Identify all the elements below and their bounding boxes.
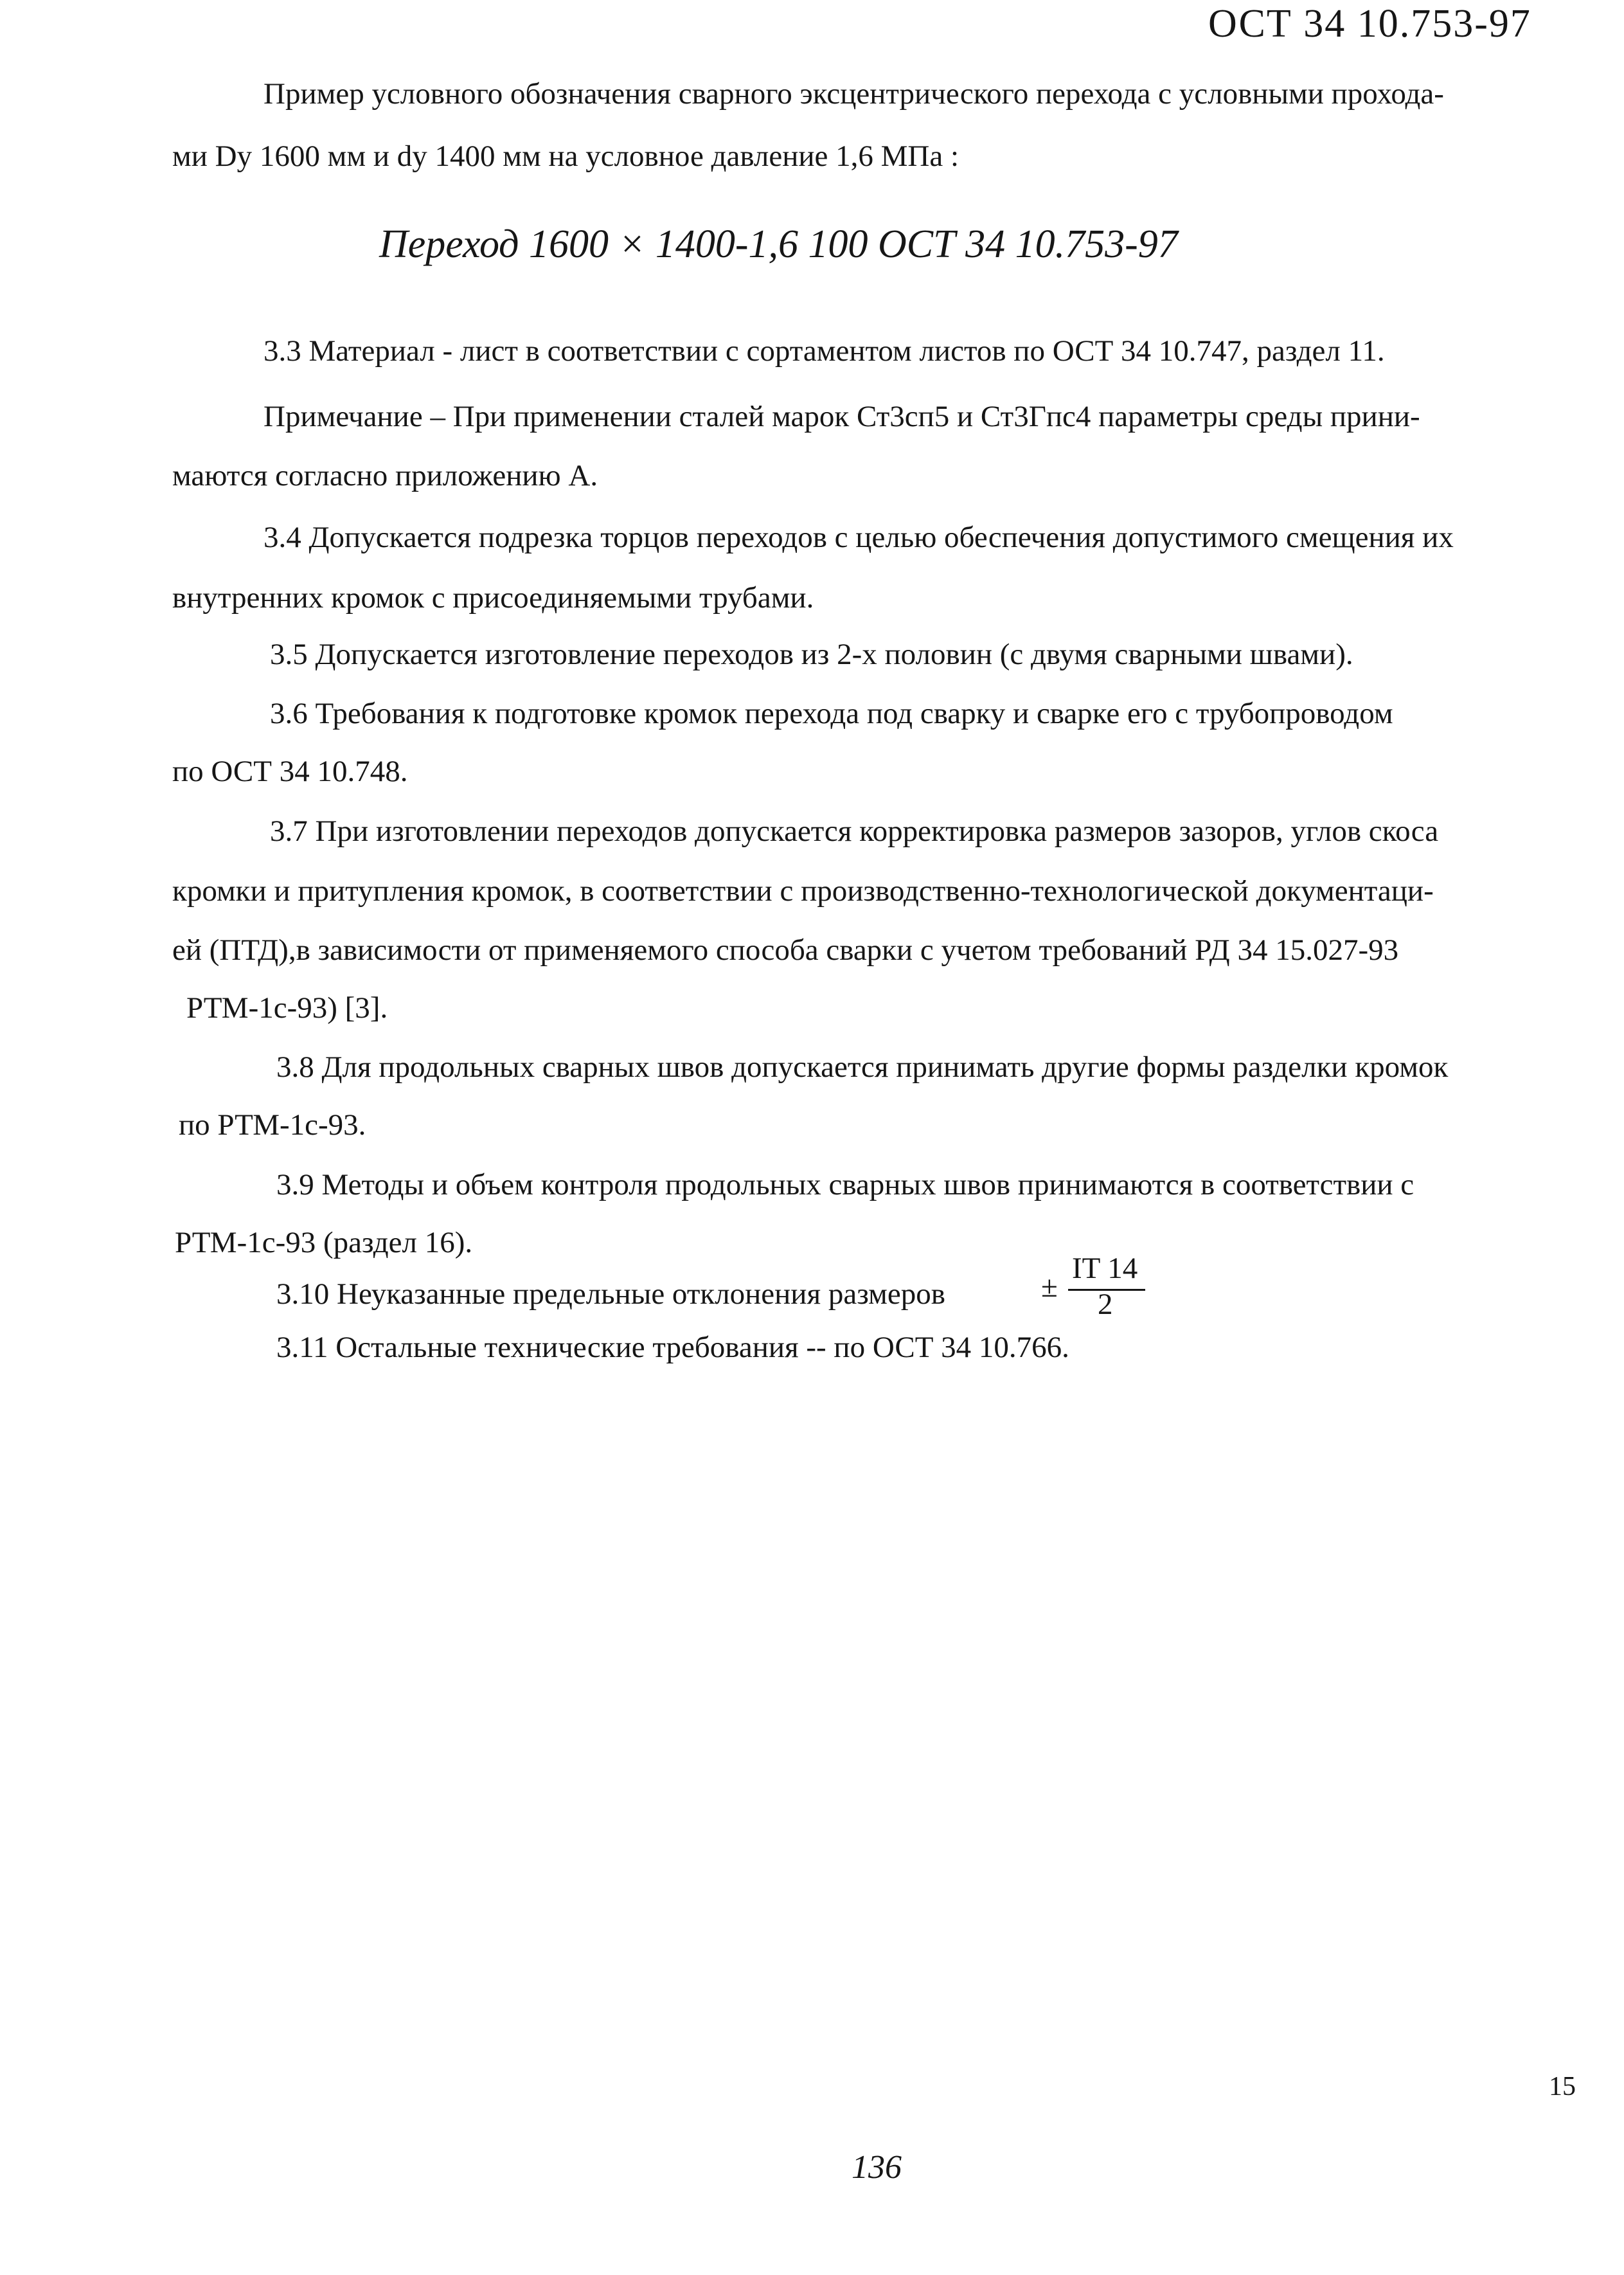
- designation-example: Переход 1600 × 1400-1,6 100 ОСТ 34 10.753-97: [379, 222, 1178, 266]
- fraction-denominator: 2: [1098, 1288, 1113, 1321]
- document-code-header: ОСТ 34 10.753-97: [1208, 2, 1531, 46]
- sheet-number: 15: [1549, 2072, 1576, 2101]
- clause-3-10: 3.10 Неуказанные предельные отклонения размеров: [276, 1277, 945, 1311]
- clause-3-4-line-1: 3.4 Допускается подрезка торцов переходов с целью обеспечения допустимого смещения их: [263, 521, 1454, 554]
- plus-minus-sign: ±: [1041, 1270, 1058, 1304]
- note-line-1: Примечание – При применении сталей марок Ст3сп5 и Ст3Гпс4 параметры среды прини-: [263, 400, 1420, 433]
- clause-3-6-line-1: 3.6 Требования к подготовке кромок перехода под сварку и сварке его с трубопроводом: [270, 697, 1393, 730]
- tolerance-fraction: [1041, 1254, 1138, 1331]
- clause-3-6-line-2: по ОСТ 34 10.748.: [172, 755, 408, 788]
- clause-3-8-line-2: по РТМ-1с-93.: [179, 1108, 366, 1142]
- example-text-line-2: ми Dy 1600 мм и dy 1400 мм на условное давление 1,6 МПа :: [172, 139, 959, 173]
- clause-3-7-line-2: кромки и притупления кромок, в соответствии с производственно-технологической документаци-: [172, 874, 1434, 908]
- clause-3-9-line-2: РТМ-1с-93 (раздел 16).: [175, 1226, 473, 1259]
- clause-3-8-line-1: 3.8 Для продольных сварных швов допускается принимать другие формы разделки кромок: [276, 1050, 1449, 1084]
- folio-number: 136: [852, 2149, 902, 2186]
- clause-3-4-line-2: внутренних кромок с присоединяемыми трубами.: [172, 581, 814, 615]
- note-line-2: маются согласно приложению А.: [172, 459, 598, 492]
- fraction-numerator: IT 14: [1072, 1252, 1138, 1285]
- clause-3-5: 3.5 Допускается изготовление переходов из 2-х половин (с двумя сварными швами).: [270, 638, 1353, 671]
- example-text-line-1: Пример условного обозначения сварного эксцентрического перехода с условными прохода-: [263, 77, 1444, 111]
- clause-3-7-line-1: 3.7 При изготовлении переходов допускается корректировка размеров зазоров, углов скоса: [270, 814, 1439, 848]
- clause-3-9-line-1: 3.9 Методы и объем контроля продольных сварных швов принимаются в соответствии с: [276, 1168, 1414, 1201]
- clause-3-11: 3.11 Остальные технические требования -- по ОСТ 34 10.766.: [276, 1331, 1069, 1364]
- clause-3-3: 3.3 Материал - лист в соответствии с сортаментом листов по ОСТ 34 10.747, раздел 11.: [263, 334, 1385, 368]
- clause-3-7-line-3: ей (ПТД),в зависимости от применяемого способа сварки с учетом требований РД 34 15.027-93: [172, 933, 1399, 967]
- clause-3-7-line-4: РТМ-1с-93) [3].: [186, 991, 388, 1025]
